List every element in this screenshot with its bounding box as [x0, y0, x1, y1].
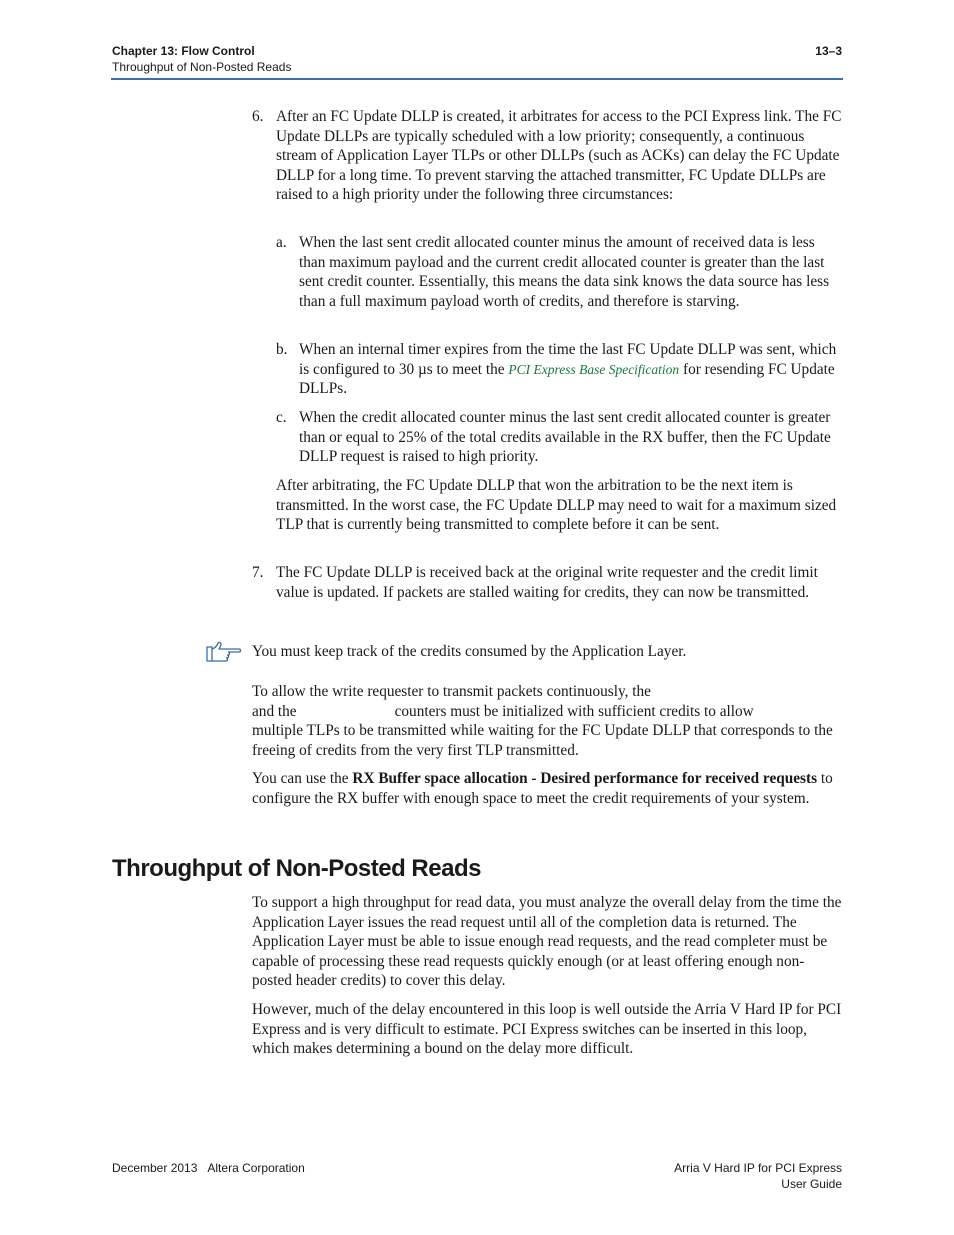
footer-doc-title: Arria V Hard IP for PCI Express [674, 1161, 842, 1175]
header-rule [111, 78, 843, 80]
rx-buffer-option-name: RX Buffer space allocation - Desired performance for received requests [352, 770, 818, 787]
after-arbitrating-paragraph: After arbitrating, the FC Update DLLP that won the arbitration to be the next item is transmitted. In the worst case, the FC Update DLLP may need to wait for a maximum sized TLP that is currently being transmitted to complete before it can be sent. [276, 477, 837, 534]
footer-doc-subtitle: User Guide [781, 1177, 842, 1191]
step-6-text: After an FC Update DLLP is created, it arbitrates for access to the PCI Express link. The FC Update DLLPs are typically scheduled with a low priority; consequently, a continuous stream of Application Layer TLPs or other DLLPs (such as ACKs) can delay the FC Update DLLP for a long time. To prevent starving the attached transmitter, FC Update DLLPs are raised to a high priority under the following three circumstances: [276, 108, 842, 204]
page-number: 13–3 [815, 44, 842, 58]
page-header-left [112, 43, 291, 75]
spec-link[interactable]: PCI Express Base Specification [508, 361, 680, 377]
write-requester-paragraph: To allow the write requester to transmit packets continuously, the and the counters must be initialized with sufficient credits to allow multiple TLPs to be transmitted while waiting for the FC Update DLLP that corresponds to the freeing of credits from the very first TLP transmitted. [252, 683, 833, 759]
step-6-number: 6. [252, 108, 264, 125]
section-heading: Throughput of Non-Posted Reads [112, 855, 481, 882]
sub-item-b-letter: b. [276, 341, 288, 358]
throughput-paragraph-2: However, much of the delay encountered in this loop is well outside the Arria V Hard IP for PCI Express and is very difficult to estimate. PCI Express switches can be inserted in this loop, which makes determining a bound on the delay more difficult. [252, 1001, 842, 1058]
step-7-number: 7. [252, 564, 264, 581]
step-7-text: The FC Update DLLP is received back at the original write requester and the credit limit value is updated. If packets are stalled waiting for credits, they can now be transmitted. [276, 564, 818, 601]
footer-company: Altera Corporation [207, 1161, 305, 1175]
sub-item-a-text: When the last sent credit allocated counter minus the amount of received data is less than maximum payload and the current credit allocated counter is greater than the last sent credit counter. Essentially, this means the data sink knows the data source has less than a full maximum payload worth of credits, and therefore is starving. [299, 234, 830, 310]
page-footer-left [112, 1160, 305, 1176]
throughput-paragraph-1: To support a high throughput for read data, you must analyze the overall delay from the time the Application Layer issues the read request until all of the completion data is returned. The Application Layer must be able to issue enough read requests, and the read completer must be capable of processing these read requests quickly enough (or at least offering enough non-posted header credits) to cover this delay. [252, 894, 842, 990]
page-footer-right [674, 1160, 842, 1192]
rx-buffer-paragraph: You can use the RX Buffer space allocation - Desired performance for received requests to configure the RX buffer with enough space to meet the credit requirements of your system. [252, 770, 833, 807]
sub-item-c-letter: c. [276, 409, 287, 426]
note-text: You must keep track of the credits consumed by the Application Layer. [252, 643, 687, 660]
sub-item-b-text: When an internal timer expires from the time the last FC Update DLLP was sent, which is configured to 30 µs to meet the PCI Express Base Specification for resending FC Update DLLPs. [299, 341, 837, 398]
sub-item-c-text: When the credit allocated counter minus the last sent credit allocated counter is greater than or equal to 25% of the total credits available in the RX buffer, then the FC Update DLLP request is raised to high priority. [299, 409, 831, 466]
hand-pointing-icon [206, 641, 242, 663]
footer-date: December 2013 [112, 1161, 198, 1175]
section-title: Throughput of Non-Posted Reads [112, 60, 292, 74]
chapter-title: Chapter 13: Flow Control [112, 44, 255, 58]
sub-item-a-letter: a. [276, 234, 287, 251]
